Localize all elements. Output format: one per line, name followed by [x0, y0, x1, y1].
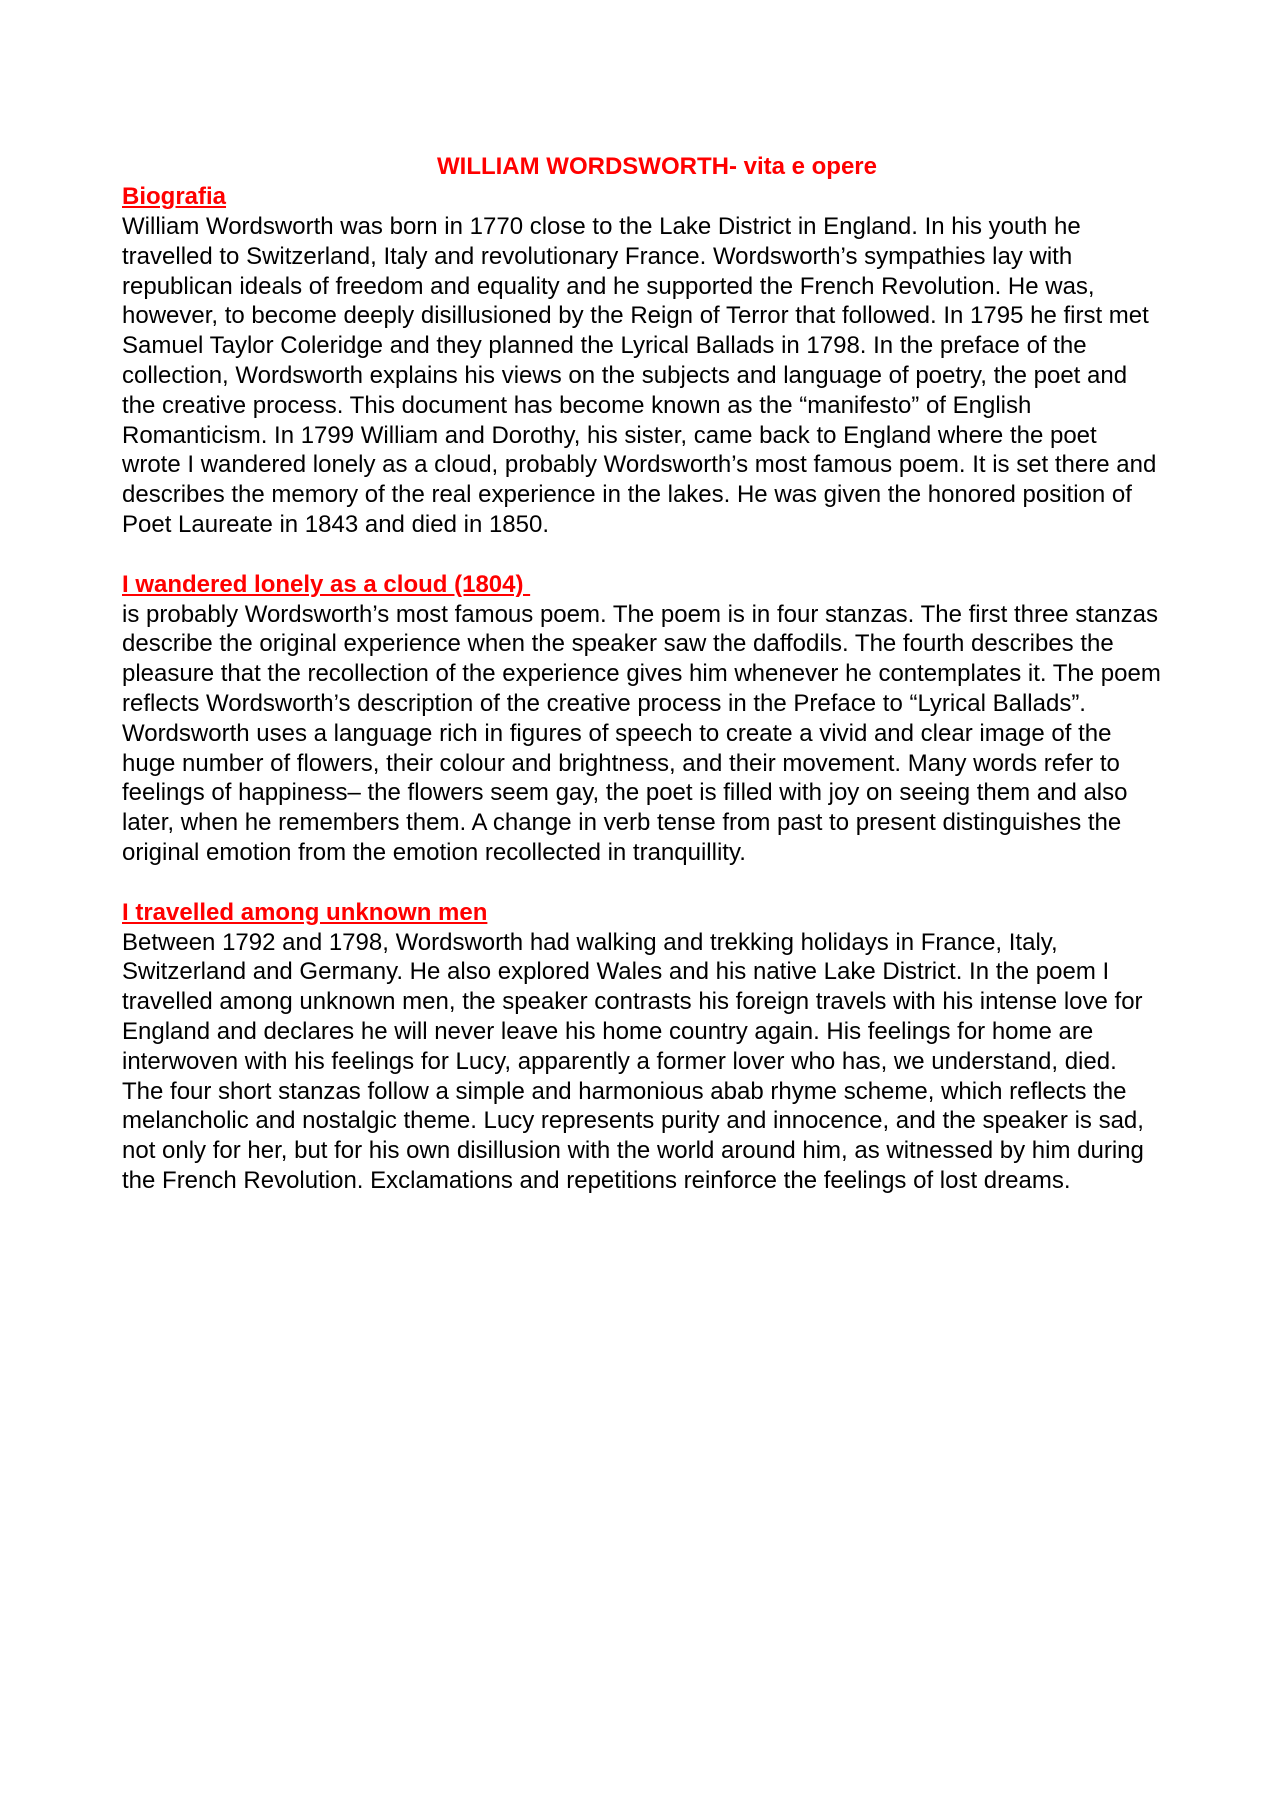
section-heading: I travelled among unknown men — [122, 898, 488, 926]
section-body: William Wordsworth was born in 1770 close to the Lake District in England. In his youth he travelled to Switzerland, Italy and revolutionary France. Wordsworth’s sympathies lay with republican ideals of freedom and equality and he supported the French Revolution. He was, however, to become deeply disillusioned by the Reign of Terror that followed. In 1795 he first met Samuel Taylor Coleridge and they planned the Lyrical Ballads in 1798. In the preface of the collection, Wordsworth explains his views on the subjects and language of poetry, the poet and the creative process. This document has become known as the “manifesto” of English Romanticism. In 1799 William and Dorothy, his sister, came back to England where the poet wrote I wandered lonely as a cloud, probably Wordsworth’s most famous poem. It is set there and describes the memory of the real experience in the lakes. He was given the honored position of Poet Laureate in 1843 and died in 1850. — [122, 213, 1157, 538]
section-body: Between 1792 and 1798, Wordsworth had walking and trekking holidays in France, Italy, Switzerland and Germany. He also explored Wales and his native Lake District. In the poem I travelled among unknown men, the speaker contrasts his foreign travels with his intense love for England and declares he will never leave his home country again. His feelings for home are interwoven with his feelings for Lucy, apparently a former lover who has, we understand, died. The four short stanzas follow a simple and harmonious abab rhyme scheme, which reflects the melancholic and nostalgic theme. Lucy represents purity and innocence, and the speaker is sad, not only for her, but for his own disillusion with the world around him, as witnessed by him during the French Revolution. Exclamations and repetitions reinforce the feelings of lost dreams. — [122, 928, 1144, 1194]
section-i-travelled-among — [122, 898, 1162, 1196]
document-content — [122, 152, 1162, 1196]
document-title: WILLIAM WORDSWORTH- vita e opere — [437, 153, 877, 180]
paragraph-gap — [122, 868, 1162, 898]
section-biografia — [122, 182, 1162, 540]
section-i-wandered-lonely — [122, 570, 1162, 868]
section-heading: I wandered lonely as a cloud (1804) — [122, 570, 531, 598]
section-heading: Biografia — [122, 183, 227, 210]
paragraph-gap — [122, 540, 1162, 570]
section-body: is probably Wordsworth’s most famous poem. The poem is in four stanzas. The first three stanzas describe the original experience when the speaker saw the daffodils. The fourth describes the pleasure that the recollection of the experience gives him whenever he contemplates it. The poem reflects Wordsworth’s description of the creative process in the Preface to “Lyrical Ballads”. Wordsworth uses a language rich in figures of speech to create a vivid and clear image of the huge number of flowers, their colour and brightness, and their movement. Many words refer to feelings of happiness– the flowers seem gay, the poet is filled with joy on seeing them and also later, when he remembers them. A change in verb tense from past to present distinguishes the original emotion from the emotion recollected in tranquillity. — [122, 600, 1161, 866]
